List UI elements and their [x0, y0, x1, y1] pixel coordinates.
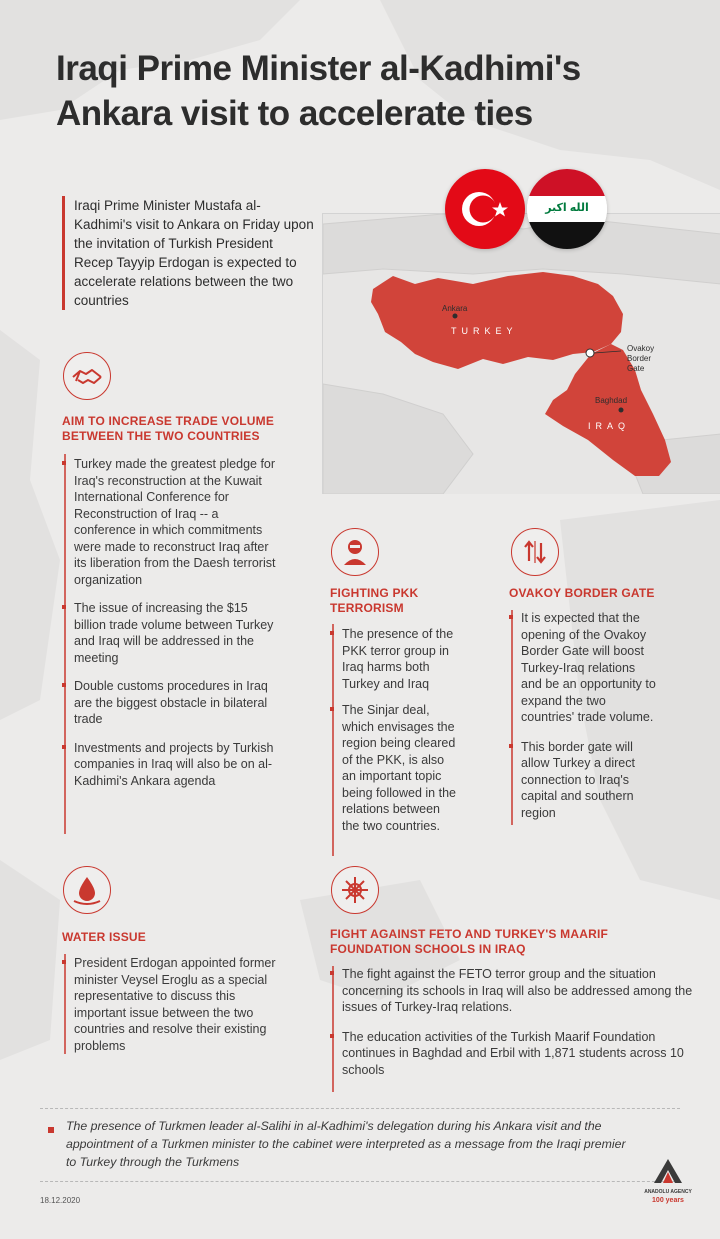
- page-title: [56, 46, 696, 136]
- ankara-label: Ankara: [442, 304, 468, 313]
- iraq-flag: [527, 169, 607, 249]
- list-item: President Erdogan appointed former minister Veysel Eroglu as a special representative to discuss this important issue between the two countries and resolve their existing problems: [62, 955, 288, 1054]
- feto-list: [330, 966, 710, 1078]
- baghdad-label: Baghdad: [595, 396, 628, 405]
- turkey-label: TURKEY: [451, 326, 518, 336]
- turkey-flag: [445, 169, 525, 249]
- crescent-star-icon: [445, 169, 525, 249]
- pkk-list: [330, 626, 458, 834]
- iraq-flag-text: الله اكبر: [545, 202, 589, 214]
- list-item: Double customs procedures in Iraq are the biggest obstacle in bilateral trade: [62, 678, 280, 728]
- baghdad-marker: [619, 408, 624, 413]
- map-panel: [322, 213, 720, 494]
- list-item: It is expected that the opening of the Ovakoy Border Gate will boost Turkey-Iraq relations and be an opportunity to expand the two countries' trade volume.: [509, 610, 659, 726]
- anadolu-agency-icon: [653, 1158, 683, 1184]
- agency-name: ANADOLU AGENCY: [644, 1189, 692, 1195]
- handshake-icon: [63, 352, 111, 400]
- list-item: Investments and projects by Turkish companies in Iraq will also be on al-Kadhimi's Ankara agenda: [62, 740, 280, 790]
- water-list: [62, 955, 288, 1054]
- list-item: The fight against the FETO terror group and the situation concerning its schools in Iraq will also be addressed among the issues of Turkey-Iraq relations.: [330, 966, 710, 1016]
- list-item: The issue of increasing the $15 billion trade volume between Turkey and Iraq will be addressed in the meeting: [62, 600, 280, 666]
- trade-list: [62, 456, 280, 789]
- ankara-marker: [453, 314, 458, 319]
- title-line-2: Ankara visit to accelerate ties: [56, 94, 533, 133]
- list-item: The Sinjar deal, which envisages the region being cleared of the PKK, is also an important topic being followed in the relations between the two countries.: [330, 702, 458, 834]
- border-gate-icon: [511, 528, 559, 576]
- intro-text: Iraqi Prime Minister Mustafa al-Kadhimi's visit to Ankara on Friday upon the invitation of Turkish President Recep Tayyip Erdogan is expected to accelerate relations between the two countries: [62, 196, 314, 310]
- water-heading: WATER ISSUE: [62, 930, 146, 944]
- publish-date: 18.12.2020: [40, 1196, 81, 1205]
- border-gate-marker: [586, 349, 594, 357]
- footnote-bullet: [48, 1127, 54, 1133]
- maarif-emblem-icon: [331, 866, 379, 914]
- gate-list: [509, 610, 659, 821]
- pkk-heading: FIGHTING PKK TERRORISM: [330, 586, 419, 615]
- border-gate-label: Ovakoy Border Gate: [627, 344, 655, 373]
- footnote-box: [40, 1108, 680, 1182]
- masked-terrorist-icon: [331, 528, 379, 576]
- iraq-label: IRAQ: [588, 421, 631, 431]
- footnote-text: The presence of Turkmen leader al-Salihi in al-Kadhimi's delegation during his Ankara visit and the appointment of a Turkmen minister to the cabinet were interpreted as a message from the Iraqi premier to Turkey through the Turkmens: [66, 1119, 626, 1169]
- list-item: This border gate will allow Turkey a direct connection to Iraq's capital and southern region: [509, 739, 659, 822]
- gate-heading: OVAKOY BORDER GATE: [509, 586, 655, 600]
- trade-heading: AIM TO INCREASE TRADE VOLUME BETWEEN THE TWO COUNTRIES: [62, 414, 275, 443]
- water-drop-icon: [63, 866, 111, 914]
- title-line-1: Iraqi Prime Minister al-Kadhimi's: [56, 49, 581, 88]
- anniversary-mark: 100 years: [652, 1197, 684, 1204]
- anadolu-agency-logo: [644, 1158, 692, 1204]
- list-item: The education activities of the Turkish Maarif Foundation continues in Baghdad and Erbil with 1,871 students across 10 schools: [330, 1029, 710, 1079]
- list-item: The presence of the PKK terror group in Iraq harms both Turkey and Iraq: [330, 626, 458, 692]
- feto-heading: FIGHT AGAINST FETO AND TURKEY'S MAARIF FOUNDATION SCHOOLS IN IRAQ: [330, 927, 609, 956]
- list-item: Turkey made the greatest pledge for Iraq's reconstruction at the Kuwait International Conference for Reconstruction of Iraq -- a conference in which commitments were made to reconstruct Iraq after its liberation from the Daesh terrorist organization: [62, 456, 280, 588]
- turkey-shape: [371, 272, 623, 369]
